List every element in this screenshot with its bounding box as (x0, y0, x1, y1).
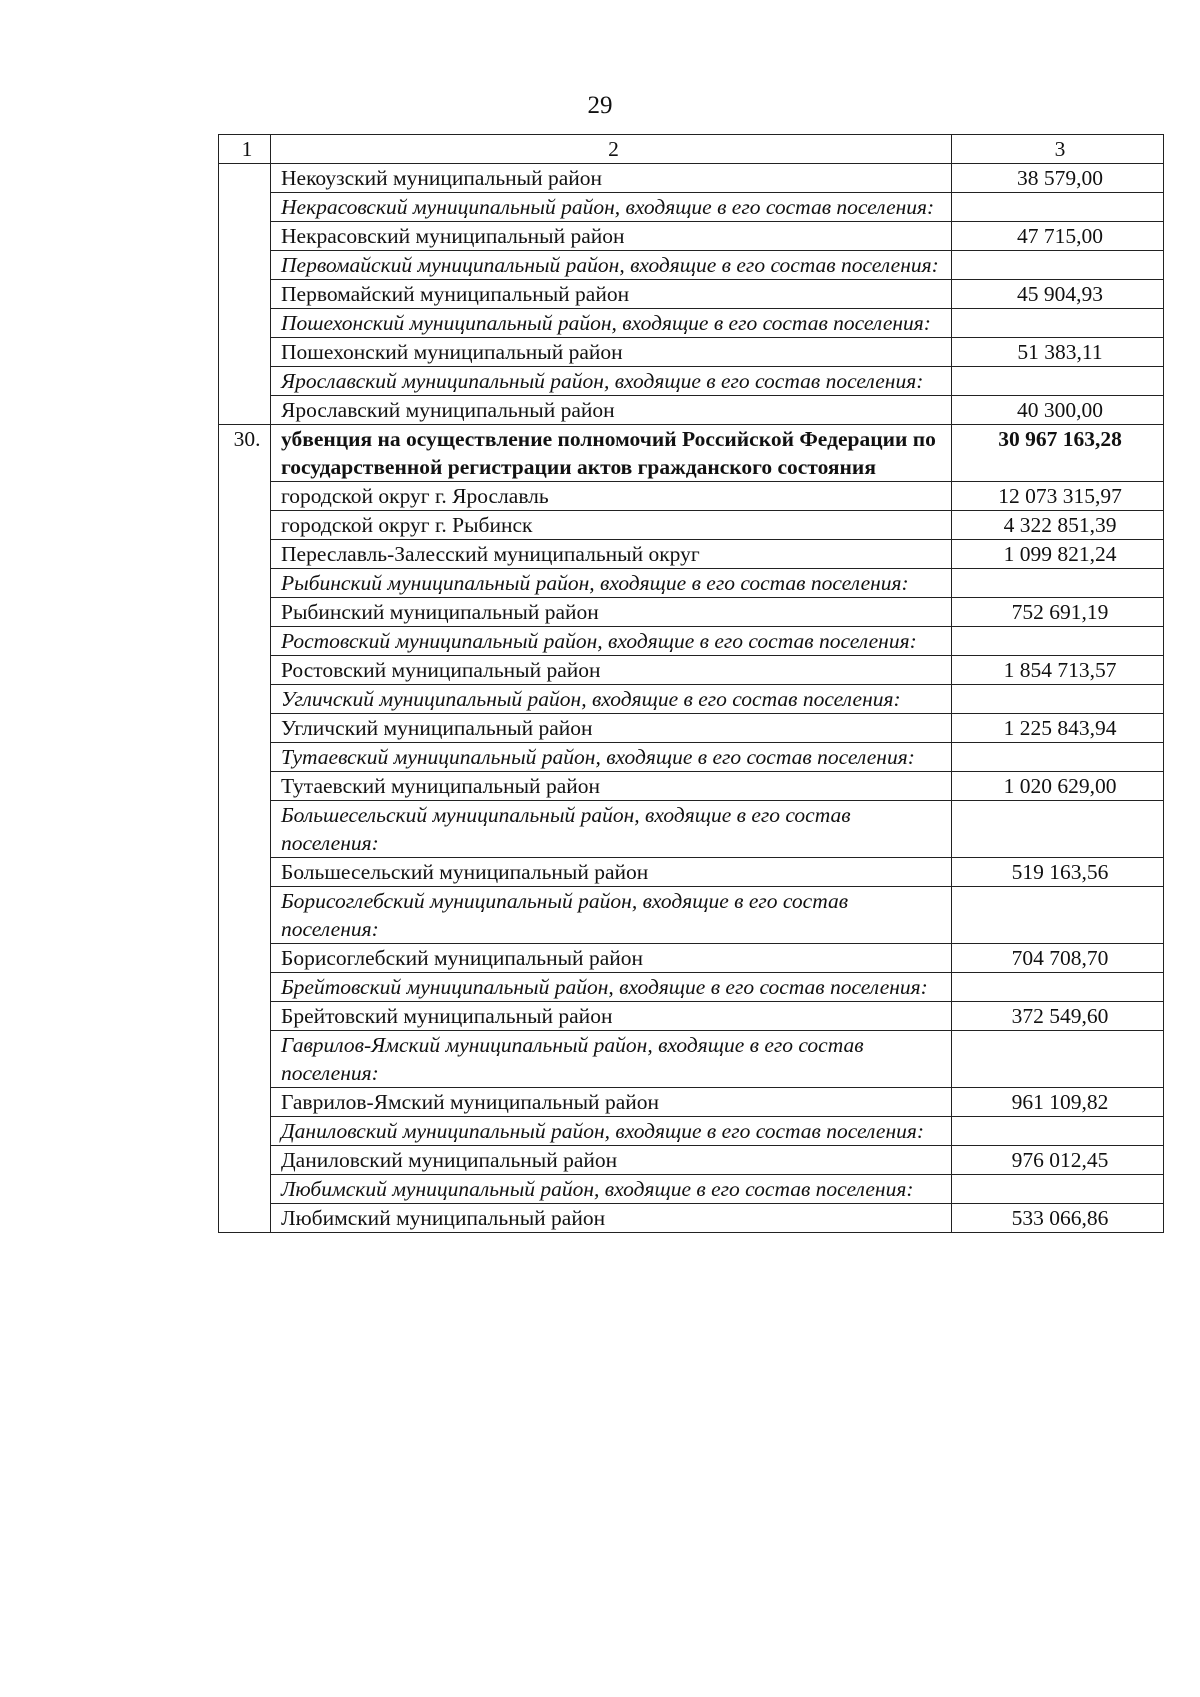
table-row (219, 222, 1164, 251)
table-row (219, 540, 1164, 569)
district-name-cell: Переславль-Залесский муниципальный округ (271, 540, 952, 569)
row-number-cell (219, 164, 271, 425)
table-row (219, 569, 1164, 598)
table-row (219, 367, 1164, 396)
amount-cell: 976 012,45 (952, 1146, 1164, 1175)
table-row (219, 338, 1164, 367)
page-number: 29 (587, 92, 613, 119)
amount-cell: 1 854 713,57 (952, 656, 1164, 685)
amount-cell (952, 1175, 1164, 1204)
header-col-2: 2 (271, 135, 952, 164)
table-row (219, 685, 1164, 714)
amount-cell (952, 569, 1164, 598)
amount-cell (952, 685, 1164, 714)
district-name-cell: Ростовский муниципальный район (271, 656, 952, 685)
amount-cell (952, 973, 1164, 1002)
amount-cell (952, 309, 1164, 338)
table-row (219, 396, 1164, 425)
table-row (219, 1031, 1164, 1088)
district-name-cell: Рыбинский муниципальный район (271, 598, 952, 627)
amount-cell (952, 743, 1164, 772)
district-name-cell: Некрасовский муниципальный район, входящие в его состав поселения: (271, 193, 952, 222)
district-name-cell: Борисоглебский муниципальный район (271, 944, 952, 973)
district-name-cell: Даниловский муниципальный район (271, 1146, 952, 1175)
table-row (219, 482, 1164, 511)
table-row (219, 251, 1164, 280)
district-name-cell: Даниловский муниципальный район, входящие в его состав поселения: (271, 1117, 952, 1146)
amount-cell: 752 691,19 (952, 598, 1164, 627)
amount-cell (952, 1031, 1164, 1088)
table-row (219, 511, 1164, 540)
amount-cell: 1 225 843,94 (952, 714, 1164, 743)
district-name-cell: Гаврилов-Ямский муниципальный район, входящие в его состав поселения: (271, 1031, 952, 1088)
row-number-cell: 30. (219, 425, 271, 1233)
section-total-cell: 30 967 163,28 (952, 425, 1164, 482)
header-col-3: 3 (952, 135, 1164, 164)
table-row (219, 656, 1164, 685)
district-name-cell: Ростовский муниципальный район, входящие в его состав поселения: (271, 627, 952, 656)
amount-cell (952, 887, 1164, 944)
table-row (219, 1117, 1164, 1146)
district-name-cell: Рыбинский муниципальный район, входящие в его состав поселения: (271, 569, 952, 598)
district-name-cell: Пошехонский муниципальный район (271, 338, 952, 367)
table-row (219, 627, 1164, 656)
table-row (219, 1088, 1164, 1117)
table-row (219, 309, 1164, 338)
amount-cell (952, 627, 1164, 656)
amount-cell: 1 020 629,00 (952, 772, 1164, 801)
header-row (219, 135, 1164, 164)
amount-cell: 4 322 851,39 (952, 511, 1164, 540)
table-body (219, 135, 1164, 1233)
district-name-cell: Некрасовский муниципальный район (271, 222, 952, 251)
table-row (219, 743, 1164, 772)
table-row (219, 1146, 1164, 1175)
district-name-cell: Тутаевский муниципальный район, входящие в его состав поселения: (271, 743, 952, 772)
amount-cell: 40 300,00 (952, 396, 1164, 425)
amount-cell: 533 066,86 (952, 1204, 1164, 1233)
amount-cell: 704 708,70 (952, 944, 1164, 973)
district-name-cell: Большесельский муниципальный район, входящие в его состав поселения: (271, 801, 952, 858)
amount-cell (952, 251, 1164, 280)
table-row (219, 714, 1164, 743)
district-name-cell: Угличский муниципальный район (271, 714, 952, 743)
amount-cell (952, 367, 1164, 396)
amount-cell: 961 109,82 (952, 1088, 1164, 1117)
district-name-cell: Некоузский муниципальный район (271, 164, 952, 193)
amount-cell: 519 163,56 (952, 858, 1164, 887)
amount-cell: 372 549,60 (952, 1002, 1164, 1031)
table-row (219, 164, 1164, 193)
amount-cell (952, 1117, 1164, 1146)
district-name-cell: Угличский муниципальный район, входящие в его состав поселения: (271, 685, 952, 714)
district-name-cell: Брейтовский муниципальный район, входящие в его состав поселения: (271, 973, 952, 1002)
table-row (219, 193, 1164, 222)
district-name-cell: Большесельский муниципальный район (271, 858, 952, 887)
table-row (219, 973, 1164, 1002)
district-name-cell: Ярославский муниципальный район (271, 396, 952, 425)
district-name-cell: Брейтовский муниципальный район (271, 1002, 952, 1031)
table-row (219, 772, 1164, 801)
district-name-cell: Любимский муниципальный район, входящие в его состав поселения: (271, 1175, 952, 1204)
amount-cell: 1 099 821,24 (952, 540, 1164, 569)
district-name-cell: городской округ г. Рыбинск (271, 511, 952, 540)
table-row (219, 598, 1164, 627)
district-name-cell: Первомайский муниципальный район, входящие в его состав поселения: (271, 251, 952, 280)
amount-cell (952, 193, 1164, 222)
table-row (219, 801, 1164, 858)
table-row (219, 887, 1164, 944)
district-name-cell: Тутаевский муниципальный район (271, 772, 952, 801)
table-row (219, 280, 1164, 309)
district-name-cell: Пошехонский муниципальный район, входящие в его состав поселения: (271, 309, 952, 338)
district-name-cell: городской округ г. Ярославль (271, 482, 952, 511)
amount-cell: 38 579,00 (952, 164, 1164, 193)
amount-cell: 12 073 315,97 (952, 482, 1164, 511)
table-row (219, 944, 1164, 973)
district-name-cell: Гаврилов-Ямский муниципальный район (271, 1088, 952, 1117)
subsidy-table (218, 134, 1164, 1233)
amount-cell (952, 801, 1164, 858)
amount-cell: 51 383,11 (952, 338, 1164, 367)
table-row (219, 1204, 1164, 1233)
amount-cell: 45 904,93 (952, 280, 1164, 309)
table-row (219, 1175, 1164, 1204)
district-name-cell: Ярославский муниципальный район, входящие в его состав поселения: (271, 367, 952, 396)
district-name-cell: Борисоглебский муниципальный район, входящие в его состав поселения: (271, 887, 952, 944)
district-name-cell: Первомайский муниципальный район (271, 280, 952, 309)
table-row (219, 858, 1164, 887)
table-row (219, 1002, 1164, 1031)
section-title-cell: убвенция на осуществление полномочий Российской Федерации по государственной регистрации актов гражданского состояния (271, 425, 952, 482)
header-col-1: 1 (219, 135, 271, 164)
table-row (219, 425, 1164, 482)
district-name-cell: Любимский муниципальный район (271, 1204, 952, 1233)
amount-cell: 47 715,00 (952, 222, 1164, 251)
